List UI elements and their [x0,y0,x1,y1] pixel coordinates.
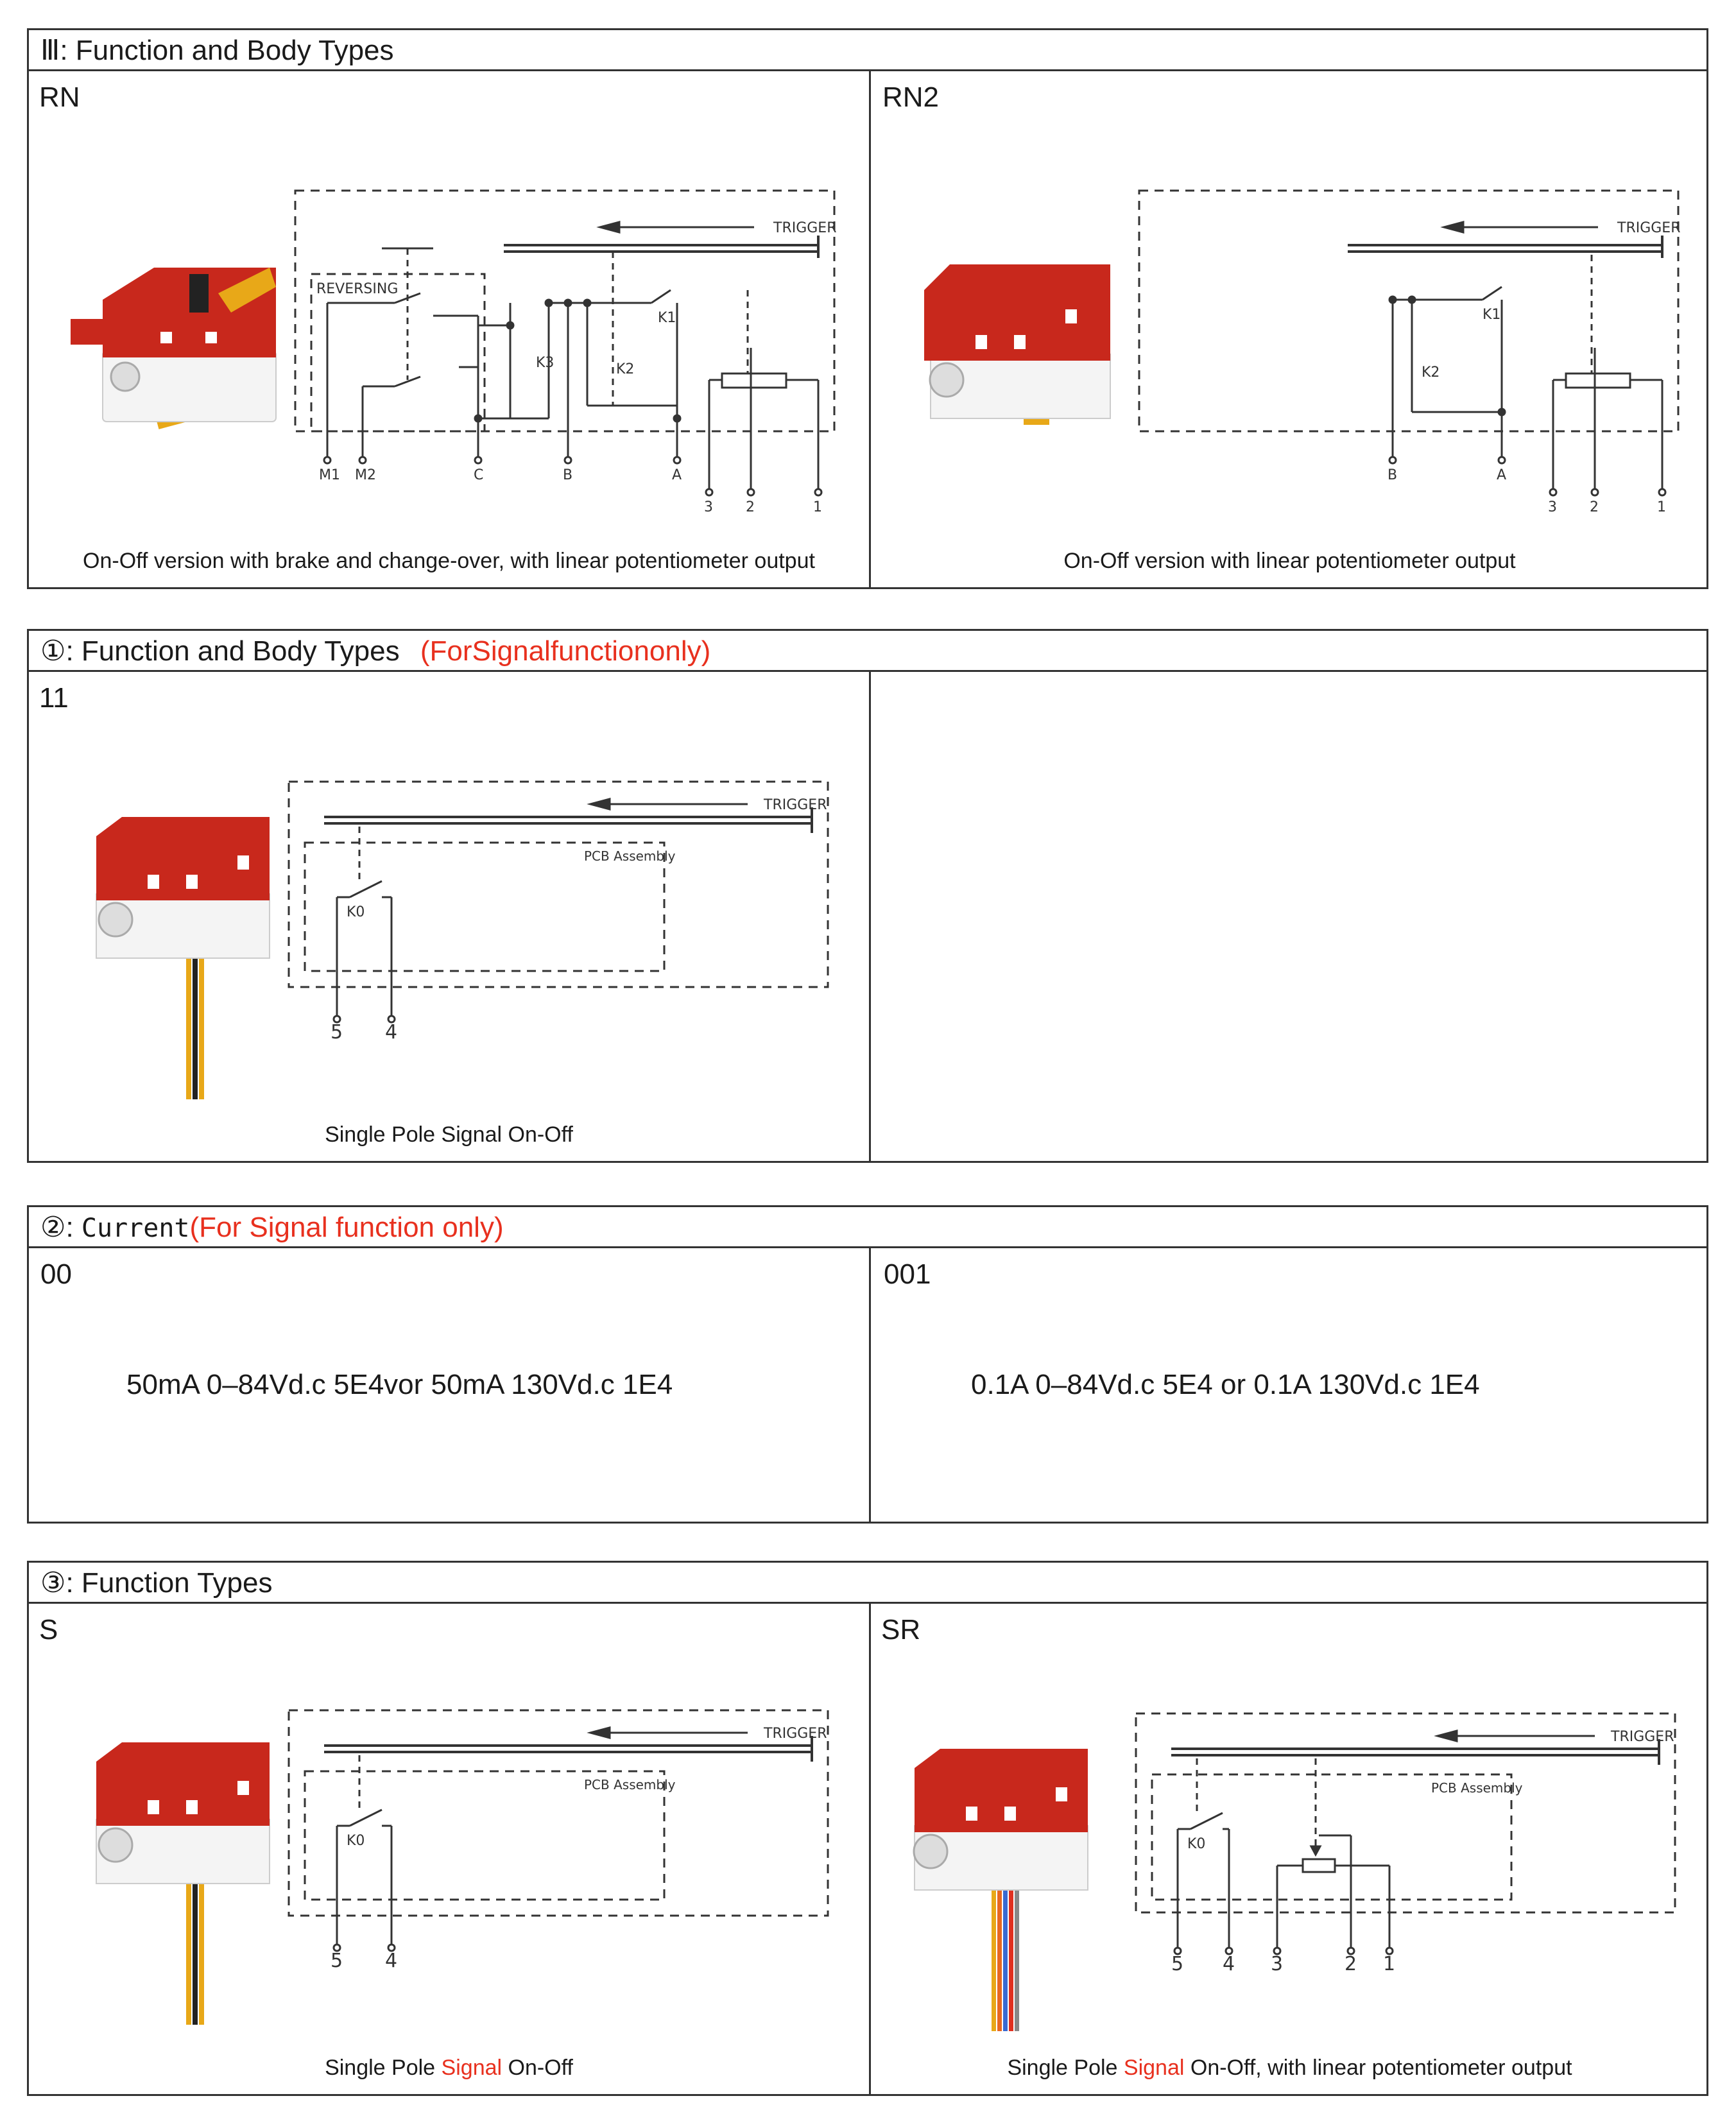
column-divider [869,1604,871,2094]
product-image-sr [902,1742,1107,2038]
section-function-body-types [27,28,1708,589]
product-image-rn [64,242,308,434]
label-k2: K2 [616,361,635,377]
label-3: 3 [704,499,713,515]
spec-00: 50mA 0–84Vd.c 5E4vor 50mA 130Vd.c 1E4 [126,1369,673,1400]
label-pcb: PCB Assembly [584,848,676,864]
label-b: B [563,467,573,483]
column-divider [869,1248,871,1522]
label-5: 5 [1171,1953,1184,1975]
label-m1: M1 [319,467,340,483]
section-signal-function-body-types [27,629,1708,1163]
spec-001: 0.1A 0–84Vd.c 5E4 or 0.1A 130Vd.c 1E4 [971,1369,1480,1400]
schematic-rn [292,187,870,521]
label-trigger: TRIGGER [1611,1729,1674,1745]
label-pcb: PCB Assembly [584,1777,676,1792]
caption-highlight: Signal [441,2056,503,2080]
label-2: 2 [746,499,755,515]
section-current [27,1205,1708,1524]
panel-code-11: 11 [39,682,69,714]
label-2: 2 [1590,499,1599,515]
panel-code-s: S [39,1614,58,1645]
label-trigger: TRIGGER [764,1726,827,1742]
product-image-s [83,1736,289,2031]
label-1: 1 [1657,499,1666,515]
section-title-note: (ForSignalfunctiononly) [420,635,711,667]
label-k3: K3 [536,355,554,371]
label-m2: M2 [355,467,376,483]
label-k0: K0 [347,904,365,920]
label-k0: K0 [347,1833,365,1849]
product-image-rn2 [911,252,1142,438]
caption-sr [869,2056,1710,2081]
schematic-s [286,1707,863,1977]
section-title [29,1207,1706,1248]
section-title: ③: Function Types [29,1563,1706,1604]
label-2: 2 [1345,1953,1357,1975]
section-title-mono: Current [81,1214,190,1243]
label-b: B [1388,467,1398,483]
label-a: A [1497,467,1507,483]
section-title [29,631,1706,672]
section-title: Ⅲ: Function and Body Types [29,30,1706,71]
caption-s [29,2056,869,2081]
label-k2: K2 [1422,365,1440,381]
panel-code-rn: RN [39,82,80,113]
panel-code-00: 00 [40,1258,72,1290]
label-k1: K1 [1482,307,1501,323]
caption-rn: On-Off version with brake and change-over, with linear potentiometer output [83,549,815,573]
label-pcb: PCB Assembly [1431,1780,1523,1796]
label-trigger: TRIGGER [773,220,837,236]
caption-text: On-Off, with linear potentiometer output [1184,2056,1572,2080]
caption-11: Single Pole Signal On-Off [325,1122,573,1147]
column-divider [869,672,871,1161]
label-3: 3 [1548,499,1557,515]
label-k0: K0 [1187,1836,1206,1852]
caption-highlight: Signal [1123,2056,1185,2080]
label-c: C [474,467,484,483]
label-a: A [672,467,682,483]
label-trigger: TRIGGER [764,797,827,813]
label-k1: K1 [658,310,676,326]
schematic-rn2 [1136,187,1714,521]
label-4: 4 [385,1021,398,1043]
caption-text: On-Off [502,2056,573,2080]
label-4: 4 [385,1950,398,1972]
section-title-text: ①: Function and Body Types [40,635,400,667]
panel-code-sr: SR [881,1614,921,1645]
panel-code-001: 001 [884,1258,931,1290]
label-5: 5 [331,1950,343,1972]
label-trigger: TRIGGER [1617,220,1681,236]
caption-text: Single Pole [1007,2056,1124,2080]
label-1: 1 [1383,1953,1396,1975]
product-image-11 [83,811,289,1112]
schematic-sr [1133,1710,1710,1980]
schematic-11 [286,778,863,1048]
label-5: 5 [331,1021,343,1043]
section-title-text: ②: [40,1212,82,1243]
section-function-types [27,1561,1708,2096]
caption-text: Single Pole [325,2056,442,2080]
label-4: 4 [1223,1953,1235,1975]
section-title-note: (For Signal function only) [189,1212,504,1243]
caption-rn2: On-Off version with linear potentiometer output [1063,549,1516,573]
panel-code-rn2: RN2 [882,82,940,113]
label-1: 1 [813,499,822,515]
label-reversing: REVERSING [316,281,399,297]
label-3: 3 [1271,1953,1284,1975]
